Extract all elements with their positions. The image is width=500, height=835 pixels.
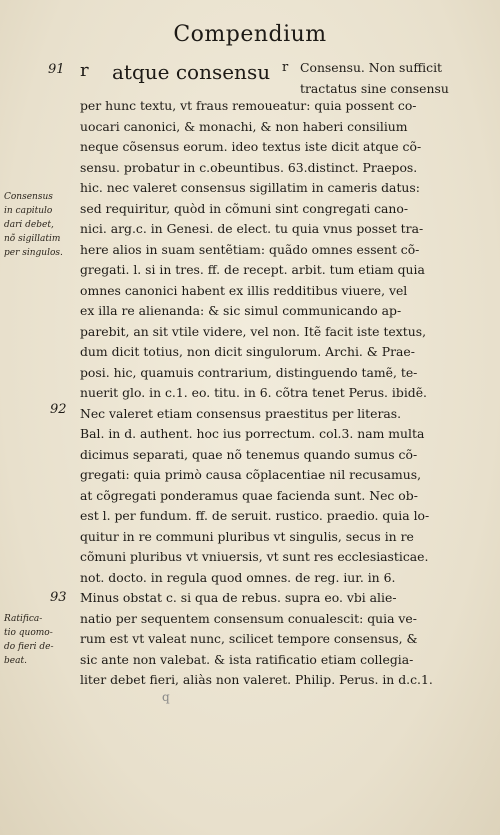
text-line: per hunc textu, vt fraus remoueatur: quia possent co- xyxy=(80,98,417,113)
right-column-text xyxy=(300,58,449,99)
text-line: Minus obstat c. si qua de rebus. supra eo. vbi alie- xyxy=(80,590,397,605)
text-line: dum dicit totius, non dicit singulorum. Archi. & Prae- xyxy=(80,344,415,359)
text-line: parebit, an sit vtile videre, vel non. Itẽ facit iste textus, xyxy=(80,323,427,339)
margin-note-line: Consensus xyxy=(4,192,53,202)
text-line: est l. per fundum. ff. de seruit. rustico. praedio. quia lo- xyxy=(80,508,430,523)
text-line: Nec valeret etiam consensus praestitus per literas. xyxy=(80,405,402,421)
paragraph-number: 92 xyxy=(50,402,67,417)
text-line: dicimus separati, quae nõ tenemus quando sumus cõ- xyxy=(80,446,418,462)
signature-mark: q xyxy=(162,690,170,704)
text-line: here alios in suam sentẽtiam: quãdo omnes essent cõ- xyxy=(80,241,420,257)
margin-note-ratificatio xyxy=(4,612,54,668)
margin-note-line: nõ sigillatim xyxy=(4,234,61,244)
text-line: natio per sequentem consensum conualescit: quia ve- xyxy=(80,610,417,626)
margin-note-line: beat. xyxy=(4,656,27,666)
lemma-text: atque consensu xyxy=(112,60,271,84)
text-line: nuerit glo. in c.1. eo. titu. in 6. cõtra tenet Perus. ibidẽ. xyxy=(80,385,427,400)
lemma-number: 91 xyxy=(48,62,65,77)
text-line: posi. hic, quamuis contrarium, distinguendo tamẽ, te- xyxy=(80,364,418,380)
right-line: Consensu. Non sufficit xyxy=(300,60,443,75)
text-line: neque cõsensus eorum. ideo textus iste dicit atque cõ- xyxy=(80,139,422,154)
main-text-block xyxy=(80,96,433,691)
paragraph-number: 93 xyxy=(50,590,67,605)
margin-note-line: in capitulo xyxy=(4,206,53,216)
running-header: Compendium xyxy=(173,22,327,47)
text-line: liter debet fieri, aliàs non valeret. Philip. Perus. in d.c.1. xyxy=(80,672,433,687)
text-line: Bal. in d. authent. hoc ius porrectum. col.3. nam multa xyxy=(80,426,425,441)
text-line: quitur in re communi pluribus vt singulis, secus in re xyxy=(80,528,414,544)
text-line: sic ante non valebat. & ista ratificatio etiam collegia- xyxy=(80,651,414,667)
margin-note-line: Ratifica- xyxy=(4,614,43,624)
margin-note-line: do fieri de- xyxy=(4,642,54,652)
margin-note-line: per singulos. xyxy=(4,248,63,258)
lemma-ref-mark: r xyxy=(282,60,289,75)
text-line: cõmuni pluribus vt vniuersis, vt sunt res ecclesiasticae. xyxy=(80,549,429,564)
text-line: sed requiritur, quòd in cõmuni sint congregati cano- xyxy=(80,200,409,216)
text-line: not. docto. in regula quod omnes. de reg. iur. in 6. xyxy=(80,569,396,585)
text-line: hic. nec valeret consensus sigillatim in cameris datus: xyxy=(80,180,420,195)
text-line: gregati. l. si in tres. ff. de recept. arbit. tum etiam quia xyxy=(80,262,425,277)
text-line: gregati: quia primò causa cõplacentiae nil recusamus, xyxy=(80,467,422,482)
text-line: rum est vt valeat nunc, scilicet tempore consensus, & xyxy=(80,631,418,646)
text-line: nici. arg.c. in Genesi. de elect. tu quia vnus posset tra- xyxy=(80,221,424,236)
right-line: tractatus sine consensu xyxy=(300,80,449,96)
margin-note-line: tio quomo- xyxy=(4,628,53,638)
text-line: uocari canonici, & monachi, & non haberi consilium xyxy=(80,118,408,134)
text-line: sensu. probatur in c.obeuntibus. 63.distinct. Praepos. xyxy=(80,159,418,175)
text-line: omnes canonici habent ex illis redditibus viuere, vel xyxy=(80,282,408,298)
text-line: at cõgregati ponderamus quae facienda sunt. Nec ob- xyxy=(80,487,418,503)
margin-note-line: dari debet, xyxy=(4,220,54,230)
lemma-mark: r xyxy=(80,60,89,81)
text-line: ex illa re alienanda: & sic simul communicando ap- xyxy=(80,303,402,318)
margin-note-consensus xyxy=(4,190,63,260)
